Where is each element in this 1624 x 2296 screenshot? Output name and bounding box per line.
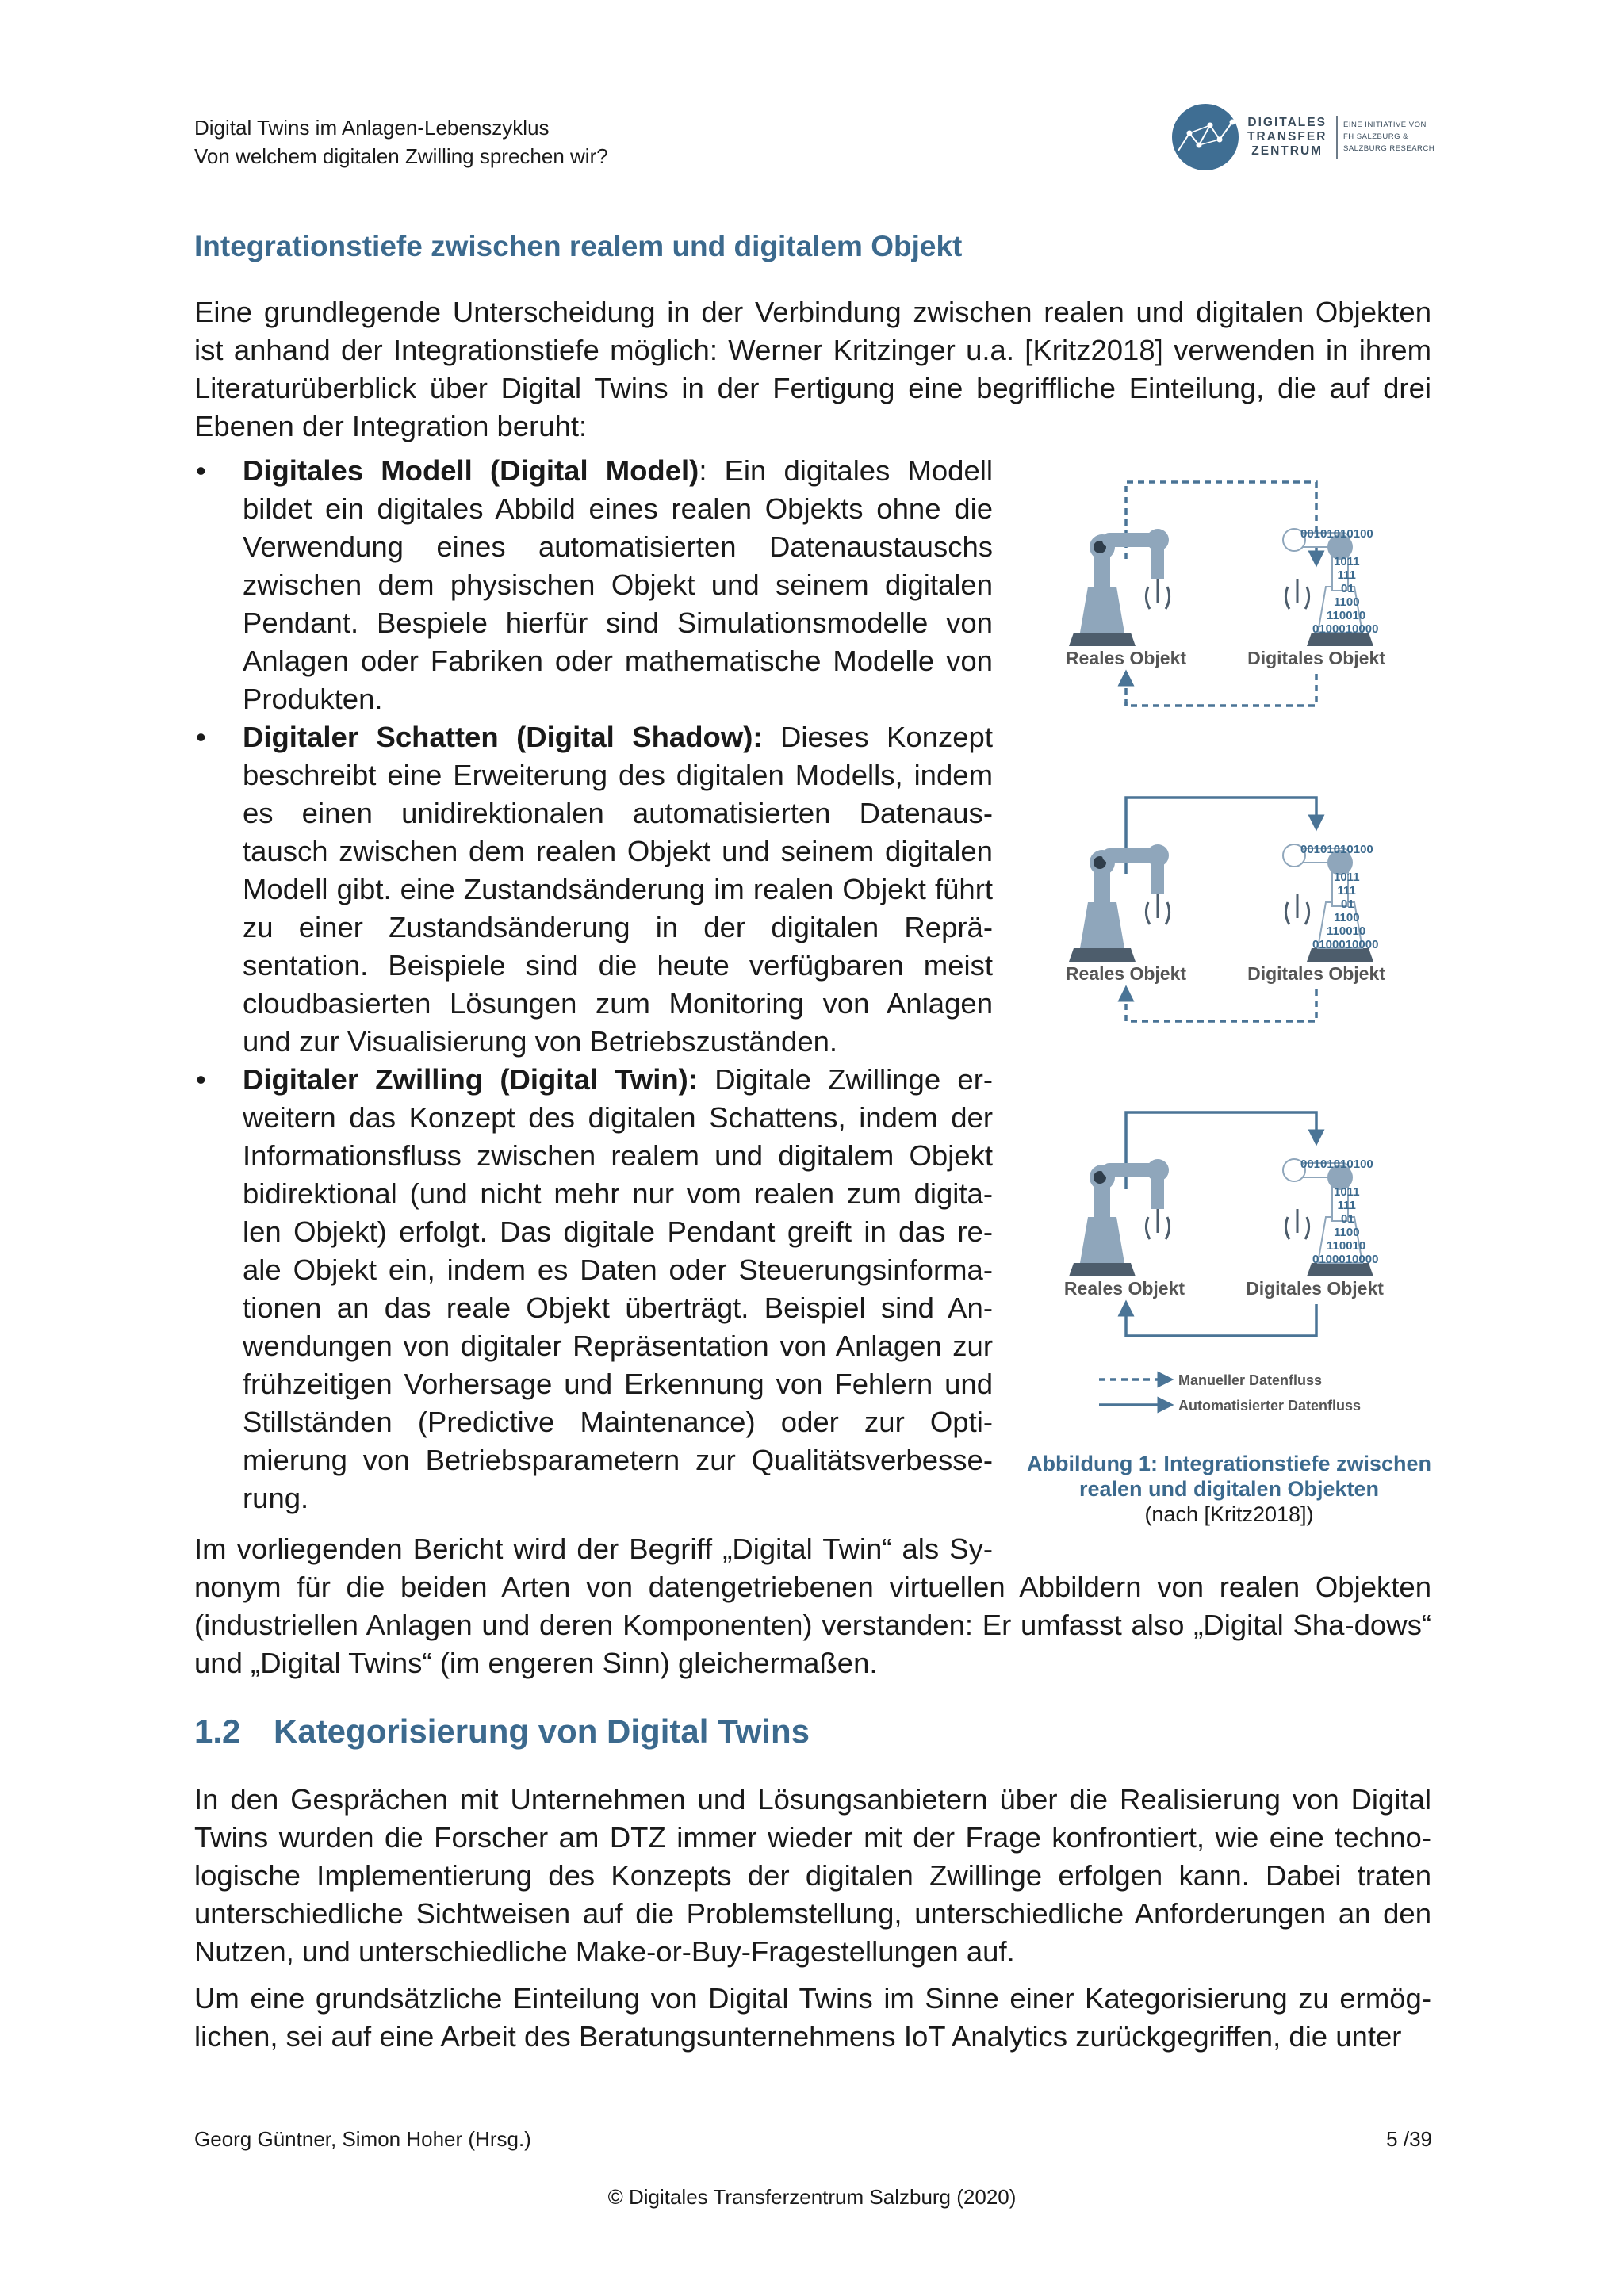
panel-digital-model (1066, 482, 1385, 706)
figure-legend (1099, 1372, 1361, 1414)
binary-row: 0100010000 (1312, 622, 1379, 636)
binary-row: 110010 (1327, 1239, 1366, 1253)
binary-row: 110010 (1327, 924, 1366, 938)
categorisation-paragraph-2: Um eine grundsätzliche Einteilung von Digital Twins im Sinne einer Kategorisierung zu ermög-lichen, sei auf eine Arbeit des Beratungsunternehmens IoT Analytics zurückgegriffen, die unter (194, 1982, 1431, 2053)
list-item-term: Digitaler Zwilling (Digital Twin): (243, 1063, 698, 1096)
subsection-number: 1.2 (194, 1712, 241, 1750)
section-heading: Integrationstiefe zwischen realem und digitalem Objekt (194, 230, 963, 262)
definition-rest: nonym für die beiden Arten von datengetriebenen virtuellen Abbildern von realen Objekten (industriellen Anlagen und deren Komponenten) verstanden: Er umfasst also „Digital Sha-dows“ und „Digital Twins“ (im engeren Sinn) gleichermaßen. (194, 1571, 1431, 1679)
binary-row: 111 (1337, 1199, 1356, 1212)
label-real-object: Reales Objekt (1063, 1278, 1185, 1299)
list-item-term: Digitaler Schatten (Digital Shadow): (243, 721, 763, 753)
bullet-icon: • (196, 454, 206, 487)
binary-row: 110010 (1327, 609, 1366, 622)
bullet-icon: • (196, 1063, 206, 1096)
binary-row: 01 (1341, 1212, 1354, 1226)
figure-caption (1007, 1451, 1451, 1527)
dtz-logo (1172, 101, 1434, 173)
list-item (194, 718, 993, 1061)
label-digital-object: Digitales Objekt (1247, 963, 1385, 984)
logo-tagline: EINE INITIATIVE VON FH SALZBURG & SALZBURG RESEARCH (1343, 121, 1435, 153)
label-digital-object: Digitales Objekt (1246, 1278, 1384, 1299)
figure-diagram (1023, 476, 1435, 1427)
binary-row: 111 (1337, 884, 1356, 897)
list-item-text: Digitale Zwillinge er-weitern das Konzept des digitalen Schattens, indem der Informationsfluss zwischen realem und digitalem Objekt bidirektional (und nicht mehr nur vom realen zum digita-len Objekt) erfolgt. Das digitale Pendant greift in das re-ale Objekt ein, indem es Daten oder Steuerungsinforma-tionen an das reale Objekt überträgt. Beispiel sind An-wendungen von digitaler Repräsentation von Anlagen zur frühzeitigen Vorhersage und Erkennung von Fehlern und Stillständen (Predictive Maintenance) oder zur Opti-mierung von Betriebsparametern zur Qualitätsverbesse-rung. (243, 1063, 993, 1514)
footer-copyright: © Digitales Transferzentrum Salzburg (2020) (607, 2185, 1017, 2209)
binary-row: 1011 (1334, 1185, 1360, 1199)
binary-row: 01 (1341, 897, 1354, 911)
binary-row: 00101010100 (1300, 527, 1373, 541)
binary-row: 111 (1337, 568, 1356, 582)
definition-paragraph (194, 1530, 1431, 1682)
subsection-title: Kategorisierung von Digital Twins (274, 1712, 810, 1750)
list-item (194, 452, 993, 718)
header-title: Digital Twins im Anlagen-Lebenszyklus (194, 116, 550, 140)
legend-manual-label: Manueller Datenfluss (1178, 1372, 1323, 1388)
panel-digital-twin (1064, 1112, 1384, 1336)
panel-digital-shadow (1066, 798, 1385, 1021)
running-header (194, 113, 908, 170)
label-real-object: Reales Objekt (1065, 963, 1187, 984)
integration-levels-list (194, 452, 993, 1517)
list-item (194, 1061, 993, 1517)
list-item-text: Dieses Konzept beschreibt eine Erweiterung des digitalen Modells, indem es einen unidirektionalen automatisierten Datenaus-tausch zwischen dem realen Objekt und seinem digitalen Modell gibt. eine Zustandsänderung im realen Objekt führt zu einer Zustandsänderung in der digitalen Reprä-sentation. Beispiele sind die heute verfügbaren meist cloudbasierten Lösungen zum Monitoring von Anlagen und zur Visualisierung von Betriebszuständen. (243, 721, 993, 1058)
binary-row: 1100 (1334, 1226, 1360, 1239)
legend-auto-label: Automatisierter Datenfluss (1178, 1398, 1362, 1414)
binary-row: 0100010000 (1312, 1253, 1379, 1266)
logo-divider (1336, 116, 1338, 159)
label-digital-object: Digitales Objekt (1247, 648, 1385, 668)
binary-row: 01 (1341, 582, 1354, 595)
caption-title: Abbildung 1: Integrationstiefe zwischen realen und digitalen Objekten (1026, 1452, 1432, 1501)
logo-wordmark: DIGITALES TRANSFER ZENTRUM (1247, 116, 1327, 158)
binary-row: 1100 (1334, 595, 1360, 609)
binary-row: 00101010100 (1300, 1158, 1373, 1171)
subsection-heading (194, 1712, 810, 1751)
binary-row: 0100010000 (1312, 938, 1379, 951)
header-subtitle: Von welchem digitalen Zwilling sprechen wir? (194, 144, 608, 168)
footer-authors: Georg Güntner, Simon Hoher (Hrsg.) (194, 2127, 531, 2151)
bullet-icon: • (196, 721, 206, 753)
binary-row: 00101010100 (1300, 843, 1373, 856)
caption-source: (nach [Kritz2018]) (1144, 1502, 1314, 1526)
list-item-term: Digitales Modell (Digital Model) (243, 454, 699, 487)
figure-integration-depth (1023, 476, 1435, 1530)
binary-row: 1011 (1334, 555, 1360, 568)
binary-row: 1100 (1334, 911, 1360, 924)
list-item-text: : Ein digitales Modell bildet ein digitales Abbild eines realen Objekts ohne die Verwendung eines automatisierten Datenaustauschs zwischen dem physischen Objekt und seinem digitalen Pendant. Bespiele hierfür sind Simulationsmodelle von Anlagen oder Fabriken oder mathematische Modelle von Produkten. (243, 454, 993, 715)
definition-first-line: Im vorliegenden Bericht wird der Begriff „Digital Twin“ als Sy- (194, 1533, 993, 1565)
page-number: 5 /39 (1386, 2127, 1432, 2151)
binary-row: 1011 (1334, 871, 1360, 884)
categorisation-paragraph-1: In den Gesprächen mit Unternehmen und Lösungsanbietern über die Realisierung von Digital Twins wurden die Forscher am DTZ immer wieder mit der Frage konfrontiert, wie eine techno-logische Implementierung des Konzepts der digitalen Zwillinge erfolgen kann. Dabei traten unterschiedliche Sichtweisen auf die Problemstellung, unterschiedliche Anforderungen an den Nutzen, und unterschiedliche Make-or-Buy-Fragestellungen auf. (194, 1783, 1431, 1968)
intro-paragraph: Eine grundlegende Unterscheidung in der Verbindung zwischen realen und digitalen Objekten ist anhand der Integrationstiefe möglich: Werner Kritzinger u.a. [Kritz2018] verwenden in ihrem Literaturüberblick über Digital Twins in der Fertigung eine begriffliche Einteilung, die auf drei Ebenen der Integration beruht: (194, 296, 1431, 442)
dtz-logo-mark (1172, 101, 1243, 173)
label-real-object: Reales Objekt (1065, 648, 1187, 668)
